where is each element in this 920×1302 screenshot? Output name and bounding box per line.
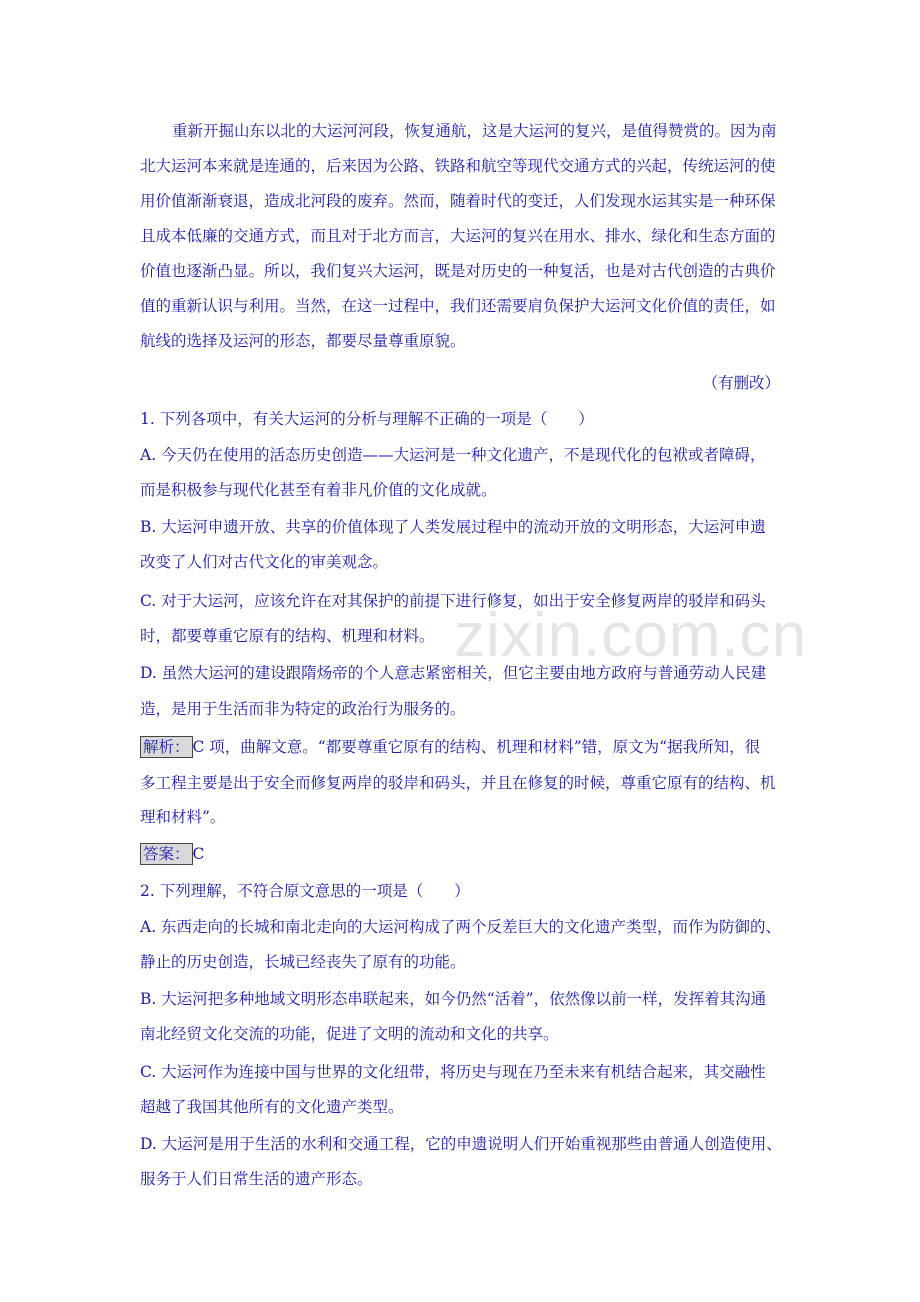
passage-line-4: 且成本低廉的交通方式，而且对于北方而言，大运河的复兴在用水、排水、绿化和生态方面的 [140, 227, 776, 245]
q1-analysis-line-3: 理和材料”。 [140, 808, 226, 826]
q1-option-c-line-1: C. 对于大运河，应该允许在对其保护的前提下进行修复，如出于安全修复两岸的驳岸和码头 [140, 592, 766, 610]
q2-option-a-line-2: 静止的历史创造，长城已经丧失了原有的功能。 [140, 953, 466, 971]
q2-option-c-line-1: C. 大运河作为连接中国与世界的文化纽带，将历史与现在乃至未来有机结合起来，其交融性 [140, 1063, 766, 1081]
passage-line-5: 价值也逐渐凸显。所以，我们复兴大运河，既是对历史的一种复活，也是对古代创造的古典价 [140, 262, 776, 280]
analysis-text-1: C 项，曲解文意。“都要尊重它原有的结构、机理和材料”错，原文为“据我所知，很 [192, 738, 761, 756]
answer-value: C [192, 845, 205, 863]
q1-answer [140, 843, 204, 865]
q2-option-d-line-1: D. 大运河是用于生活的水利和交通工程，它的申遗说明人们开始重视那些由普通人创造使用、 [140, 1135, 782, 1153]
q1-option-a-line-2: 而是积极参与现代化甚至有着非凡价值的文化成就。 [140, 481, 497, 499]
q1-option-d-line-1: D. 虽然大运河的建设跟隋炀帝的个人意志紧密相关，但它主要由地方政府与普通劳动人民建 [140, 664, 767, 682]
watermark: zixin.com.cn [454, 601, 808, 670]
passage-line-1: 重新开掘山东以北的大运河河段，恢复通航，这是大运河的复兴，是值得赞赏的。因为南 [172, 122, 777, 140]
q2-option-d-line-2: 服务于人们日常生活的遗产形态。 [140, 1170, 373, 1188]
analysis-label: 解析： [140, 736, 193, 758]
passage-line-2: 北大运河本来就是连通的，后来因为公路、铁路和航空等现代交通方式的兴起，传统运河的使 [140, 157, 776, 175]
question-2-stem: 2. 下列理解，不符合原文意思的一项是（ ） [140, 882, 470, 900]
passage-line-6: 值的重新认识与利用。当然，在这一过程中，我们还需要肩负保护大运河文化价值的责任，如 [140, 297, 776, 315]
q1-option-d-line-2: 造，是用于生活而非为特定的政治行为服务的。 [140, 700, 466, 718]
q1-analysis-line-1 [140, 736, 760, 758]
q1-option-a-line-1: A. 今天仍在使用的活态历史创造——大运河是一种文化遗产，不是现代化的包袱或者障碍， [140, 446, 766, 464]
question-1-stem: 1. 下列各项中，有关大运河的分析与理解不正确的一项是（ ） [140, 410, 594, 428]
q2-option-b-line-2: 南北经贸文化交流的功能，促进了文明的流动和文化的共享。 [140, 1025, 559, 1043]
q1-option-b-line-2: 改变了人们对古代文化的审美观念。 [140, 553, 389, 571]
q2-option-c-line-2: 超越了我国其他所有的文化遗产类型。 [140, 1098, 404, 1116]
q2-option-b-line-1: B. 大运河把多种地域文明形态串联起来，如今仍然“活着”，依然像以前一样，发挥着其沟通 [140, 990, 767, 1008]
source-note: （有删改） [702, 374, 780, 392]
q1-option-b-line-1: B. 大运河申遗开放、共享的价值体现了人类发展过程中的流动开放的文明形态，大运河申遗 [140, 518, 766, 536]
answer-label: 答案： [140, 843, 193, 865]
passage-line-3: 用价值渐渐衰退，造成北河段的废弃。然而，随着时代的变迁，人们发现水运其实是一种环保 [140, 192, 776, 210]
q2-option-a-line-1: A. 东西走向的长城和南北走向的大运河构成了两个反差巨大的文化遗产类型，而作为防御的、 [140, 918, 782, 936]
q1-analysis-line-2: 多工程主要是出于安全而修复两岸的驳岸和码头，并且在修复的时候，尊重它原有的结构、机 [140, 774, 776, 792]
passage-line-7: 航线的选择及运河的形态，都要尽量尊重原貌。 [140, 332, 466, 350]
q1-option-c-line-2: 时，都要尊重它原有的结构、机理和材料。 [140, 627, 435, 645]
